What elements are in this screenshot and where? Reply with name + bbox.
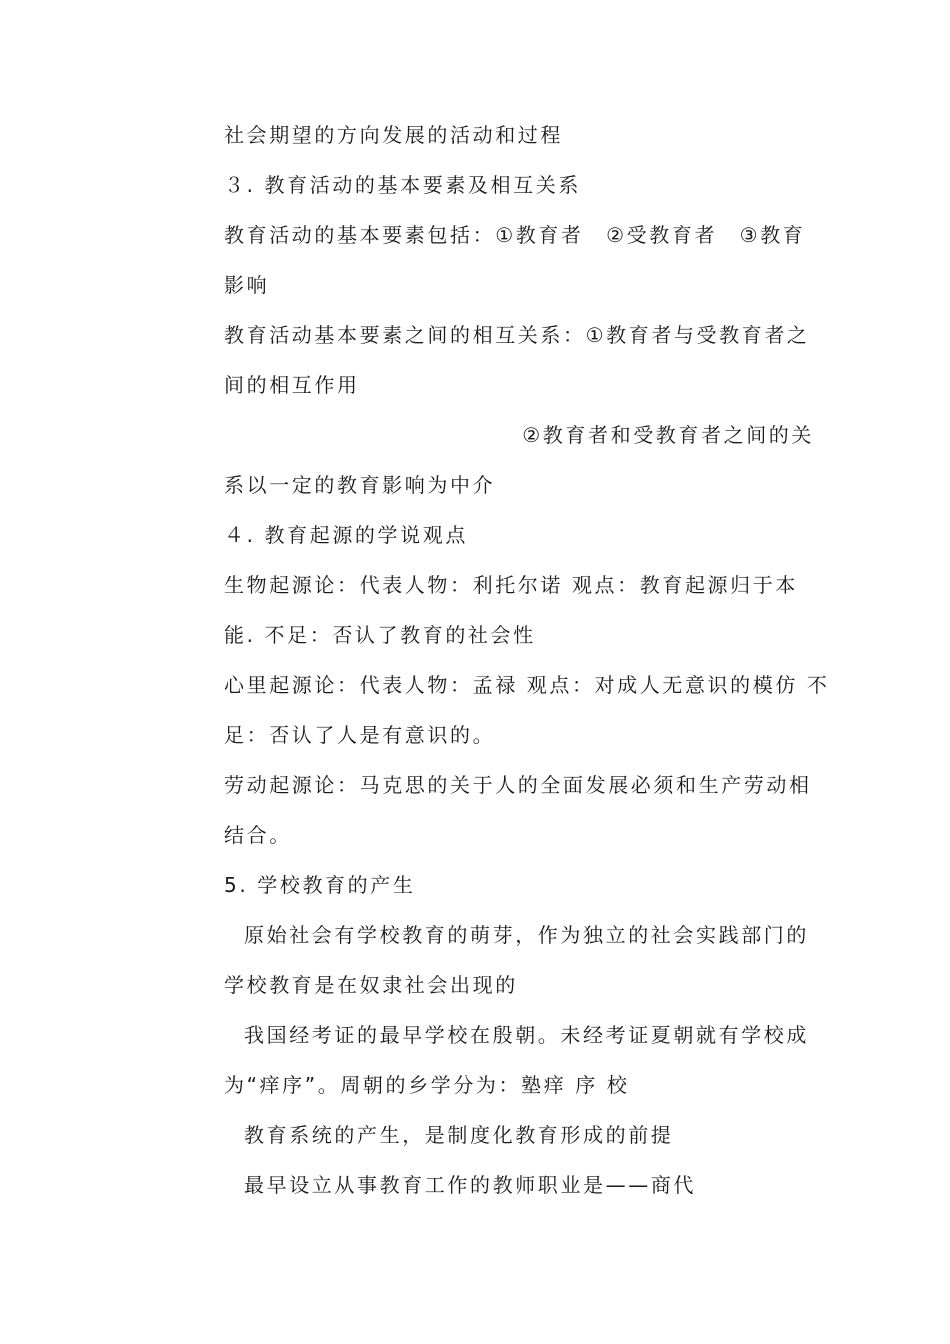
text-line: 为“痒序”。周朝的乡学分为：塾痒 序 校 bbox=[224, 1073, 630, 1097]
text-line: 能. 不足：否认了教育的社会性 bbox=[224, 623, 536, 647]
text-line: 教育活动基本要素之间的相互关系：①教育者与受教育者之 bbox=[224, 323, 810, 347]
text-line: 最早设立从事教育工作的教师职业是——商代 bbox=[244, 1173, 696, 1197]
text-line: 结合。 bbox=[224, 823, 292, 847]
text-line: 生物起源论：代表人物：利托尔诺 观点：教育起源归于本 bbox=[224, 573, 798, 597]
text-line: 劳动起源论：马克思的关于人的全面发展必须和生产劳动相 bbox=[224, 773, 812, 797]
text-line: ②教育者和受教育者之间的关 bbox=[522, 423, 814, 447]
text-line: 教育系统的产生，是制度化教育形成的前提 bbox=[244, 1123, 674, 1147]
section-heading-3: ３. 教育活动的基本要素及相互关系 bbox=[224, 173, 581, 197]
text-line: 教育活动的基本要素包括：①教育者 ②受教育者 ③教育 bbox=[224, 223, 806, 247]
text-line: 心里起源论：代表人物：孟禄 观点：对成人无意识的模仿 不 bbox=[224, 673, 830, 697]
text-line: 足：否认了人是有意识的。 bbox=[224, 723, 496, 747]
section-heading-4: ４. 教育起源的学说观点 bbox=[224, 523, 468, 547]
text-line: 系以一定的教育影响为中介 bbox=[224, 473, 496, 497]
text-line: 原始社会有学校教育的萌芽，作为独立的社会实践部门的 bbox=[244, 923, 809, 947]
text-line: 学校教育是在奴隶社会出现的 bbox=[224, 973, 518, 997]
text-line: 间的相互作用 bbox=[224, 373, 360, 397]
text-line: 我国经考证的最早学校在殷朝。未经考证夏朝就有学校成 bbox=[244, 1023, 809, 1047]
text-line: 影响 bbox=[224, 273, 270, 297]
section-heading-5: 5. 学校教育的产生 bbox=[224, 873, 416, 897]
text-line: 社会期望的方向发展的活动和过程 bbox=[224, 123, 563, 147]
